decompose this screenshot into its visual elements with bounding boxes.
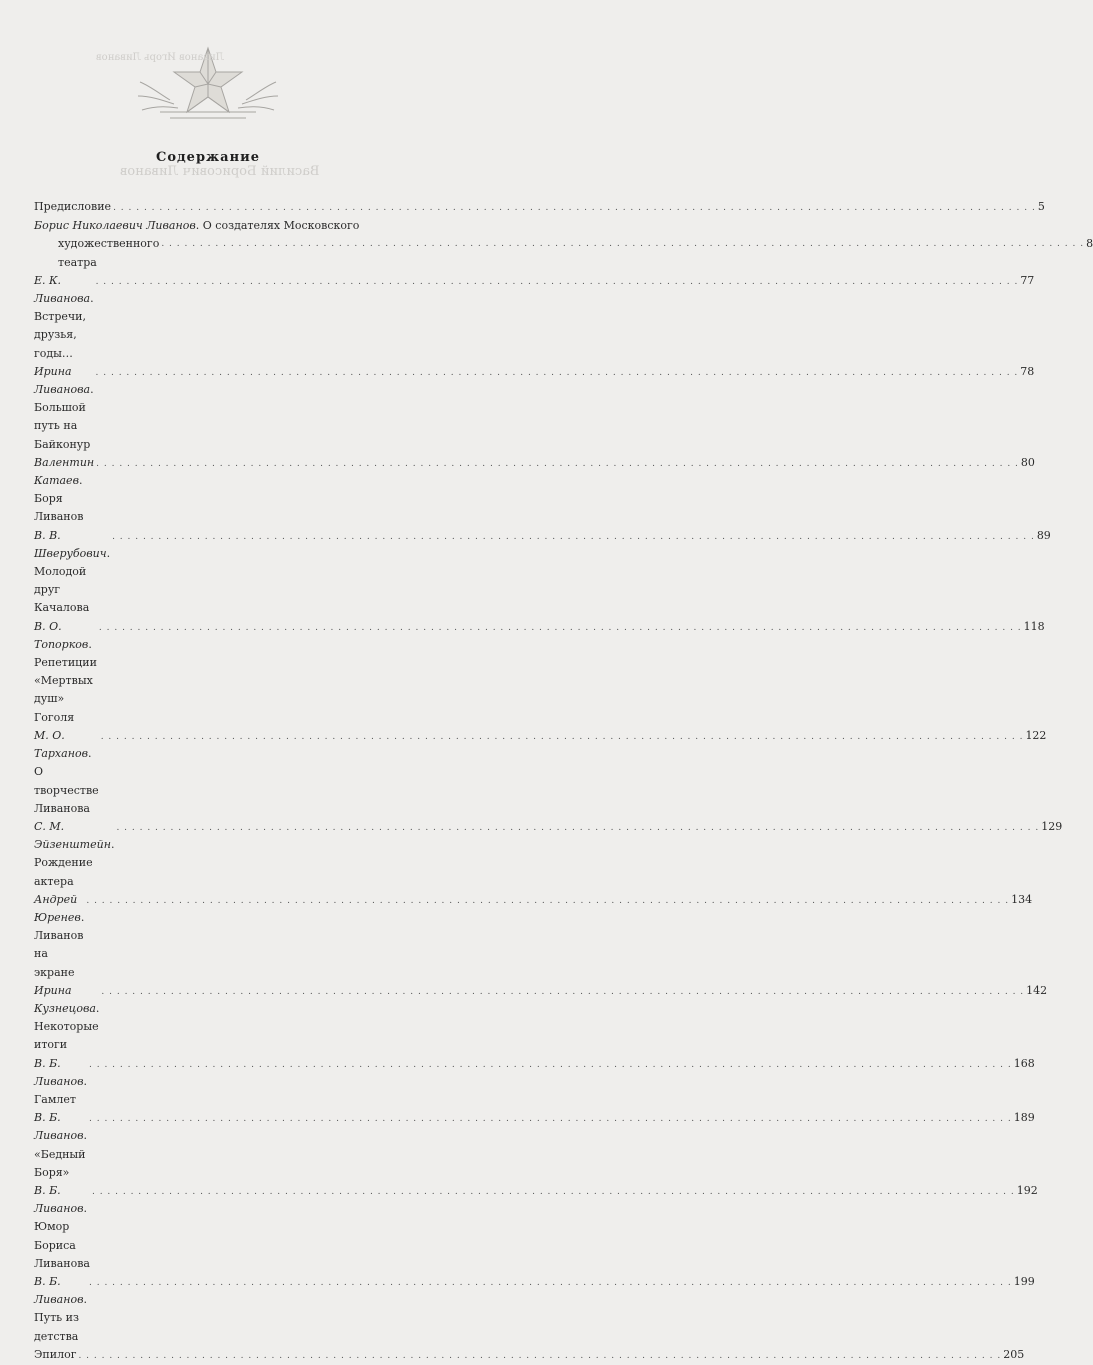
toc-title: Юмор Бориса Ливанова bbox=[34, 1220, 90, 1270]
toc-page-number: 189 bbox=[1013, 1111, 1035, 1125]
toc-leader-dots: . . . . . . . . . . . . . . . . . . . . . . . . . . . . . . . . . . . . . . . . . . . . . . . . . . . . . . . . . . . . . . . . . . . . . . . . . . . . . . . . . . . . . . . . . . . . . . . . . . . . . . . . . . . . . . . . . . . . . . . . bbox=[113, 203, 1036, 213]
toc-entry bbox=[34, 1273, 1035, 1346]
toc-author: Ирина Кузнецова bbox=[34, 983, 96, 1015]
toc-author: В. Б. Ливанов bbox=[34, 1111, 84, 1143]
toc-entry bbox=[34, 454, 1035, 527]
toc-author: В. О. Топорков bbox=[34, 619, 89, 651]
toc-entry bbox=[34, 527, 1051, 618]
toc-author: Е. К. Ливанова bbox=[34, 273, 91, 306]
toc-leader-dots: . . . . . . . . . . . . . . . . . . . . . . . . . . . . . . . . . . . . . . . . . . . . . . . . . . . . . . . . . . . . . . . . . . . . . . . . . . . . . . . . . . . . . . . . . . . . . . . . . . . . . . . . . . . . . . . . . . . . . . . . bbox=[89, 1277, 1012, 1288]
toc-entry-text: М. О. Тарханов. О творчестве Ливанова bbox=[34, 728, 99, 815]
toc-author: В. Б. Ливанов bbox=[34, 1056, 84, 1088]
toc-author: Валентин Катаев bbox=[34, 455, 95, 488]
toc-entry bbox=[34, 1055, 1035, 1110]
toc-leader-dots: . . . . . . . . . . . . . . . . . . . . . . . . . . . . . . . . . . . . . . . . . . . . . . . . . . . . . . . . . . . . . . . . . . . . . . . . . . . . . . . . . . . . . . . . . . . . . . . . . . . . . . . . . . . . . . . . . . . . . . . . bbox=[100, 731, 1024, 742]
toc-leader-dots: . . . . . . . . . . . . . . . . . . . . . . . . . . . . . . . . . . . . . . . . . . . . . . . . . . . . . . . . . . . . . . . . . . . . . . . . . . . . . . . . . . . . . . . . . . . . . . . . . . . . . . . . . . . . . . . . . . . . . . . . bbox=[91, 1186, 1015, 1197]
toc-entry bbox=[34, 818, 1063, 891]
toc-page-number: 134 bbox=[1011, 892, 1033, 906]
toc-author: Андрей Юренев bbox=[34, 892, 81, 924]
toc-title: Рождение актера bbox=[34, 856, 93, 888]
toc-page-number: 192 bbox=[1016, 1183, 1038, 1197]
toc-title: Эпилог bbox=[34, 1347, 77, 1361]
toc-page-number: 80 bbox=[1020, 455, 1035, 469]
toc-page-number: 205 bbox=[1003, 1347, 1025, 1361]
toc-title: Боря Ливанов bbox=[34, 492, 84, 524]
toc-entry-text: Борис Николаевич Ливанов. О создателях Московского bbox=[34, 219, 360, 233]
toc-entry bbox=[34, 1346, 1025, 1365]
toc-title: Репетиции «Мертвых душ» Гоголя bbox=[34, 656, 97, 724]
page-title: Содержание bbox=[155, 150, 261, 165]
toc-entry-text: В. В. Шверубович. Молодой друг Качалова bbox=[34, 528, 111, 615]
toc-entry-text: Валентин Катаев. Боря Ливанов bbox=[34, 455, 95, 524]
toc-leader-dots: . . . . . . . . . . . . . . . . . . . . . . . . . . . . . . . . . . . . . . . . . . . . . . . . . . . . . . . . . . . . . . . . . . . . . . . . . . . . . . . . . . . . . . . . . . . . . . . . . . . . . . . . . . . . . . . . . . . . . . . . bbox=[116, 822, 1040, 833]
toc-entry bbox=[34, 727, 1047, 818]
toc-leader-dots: . . . . . . . . . . . . . . . . . . . . . . . . . . . . . . . . . . . . . . . . . . . . . . . . . . . . . . . . . . . . . . . . . . . . . . . . . . . . . . . . . . . . . . . . . . . . . . . . . . . . . . . . . . . . . . . . . . . . . . . . bbox=[95, 367, 1019, 378]
toc-entry-text: Ирина Кузнецова. Некоторые итоги bbox=[34, 983, 100, 1052]
toc-entry bbox=[34, 272, 1035, 363]
table-of-contents bbox=[34, 198, 1093, 1365]
toc-entry bbox=[34, 618, 1045, 727]
toc-page-number: 78 bbox=[1020, 364, 1035, 378]
toc-page-number: 142 bbox=[1026, 983, 1048, 997]
toc-entry-text: В. Б. Ливанов. «Бедный Боря» bbox=[34, 1111, 87, 1179]
toc-page-number: 122 bbox=[1025, 728, 1047, 742]
toc-title-continued: художественного театра bbox=[58, 237, 160, 269]
toc-entry-text: В. Б. Ливанов. Путь из детства bbox=[34, 1274, 87, 1343]
toc-title: Путь из детства bbox=[34, 1311, 79, 1343]
toc-entry bbox=[34, 891, 1033, 982]
toc-leader-dots: . . . . . . . . . . . . . . . . . . . . . . . . . . . . . . . . . . . . . . . . . . . . . . . . . . . . . . . . . . . . . . . . . . . . . . . . . . . . . . . . . . . . . . . . . . . . . . . . . . . . . . . . . . . . . . . . . . . . . . . . bbox=[112, 531, 1035, 542]
toc-page-number: 77 bbox=[1020, 273, 1035, 287]
toc-entry-text: В. Б. Ливанов. Гамлет bbox=[34, 1056, 87, 1106]
toc-author: В. Б. Ливанов bbox=[34, 1183, 84, 1216]
toc-title: Большой путь на Байконур bbox=[34, 401, 91, 451]
toc-page-number: 118 bbox=[1023, 619, 1045, 633]
toc-entry-text: С. М. Эйзенштейн. Рождение актера bbox=[34, 819, 115, 888]
toc-author: С. М. Эйзенштейн bbox=[34, 819, 111, 852]
toc-title: «Бедный Боря» bbox=[34, 1147, 86, 1179]
toc-leader-dots: . . . . . . . . . . . . . . . . . . . . . . . . . . . . . . . . . . . . . . . . . . . . . . . . . . . . . . . . . . . . . . . . . . . . . . . . . . . . . . . . . . . . . . . . . . . . . . . . . . . . . . . . . . . . . . . . . . . . . . . . bbox=[89, 1114, 1012, 1125]
toc-entry-text: Андрей Юренев. Ливанов на экране bbox=[34, 892, 85, 979]
toc-leader-dots: . . . . . . . . . . . . . . . . . . . . . . . . . . . . . . . . . . . . . . . . . . . . . . . . . . . . . . . . . . . . . . . . . . . . . . . . . . . . . . . . . . . . . . . . . . . . . . . . . . . . . . . . . . . . . . . . . . . . . . . . bbox=[101, 986, 1025, 997]
toc-author: Ирина Ливанова bbox=[34, 364, 91, 397]
toc-entry-text bbox=[34, 198, 111, 216]
toc-entry bbox=[34, 363, 1035, 454]
toc-author: В. Б. Ливанов bbox=[34, 1274, 84, 1307]
toc-page-number: 89 bbox=[1036, 528, 1051, 542]
toc-entry bbox=[34, 217, 1093, 272]
toc-title: О творчестве Ливанова bbox=[34, 765, 99, 815]
toc-page-number: 168 bbox=[1013, 1056, 1035, 1070]
toc-leader-dots: . . . . . . . . . . . . . . . . . . . . . . . . . . . . . . . . . . . . . . . . . . . . . . . . . . . . . . . . . . . . . . . . . . . . . . . . . . . . . . . . . . . . . . . . . . . . . . . . . . . . . . . . . . . . . . . . . . . . . . . . bbox=[98, 622, 1022, 633]
toc-entry bbox=[34, 1182, 1038, 1273]
toc-entry-text: В. О. Топорков. Репетиции «Мертвых душ» Гоголя bbox=[34, 619, 97, 724]
toc-entry bbox=[34, 1109, 1035, 1182]
toc-author: Борис Николаевич Ливанов bbox=[34, 219, 196, 233]
toc-entry-line2 bbox=[34, 235, 1093, 271]
toc-leader-dots: . . . . . . . . . . . . . . . . . . . . . . . . . . . . . . . . . . . . . . . . . . . . . . . . . . . . . . . . . . . . . . . . . . . . . . . . . . . . . . . . . . . . . . . . . . . . . . . . . . . . . . . . . . . . . . . . . . . . . . . . bbox=[78, 1350, 1002, 1361]
toc-author: В. В. Шверубович bbox=[34, 528, 107, 560]
toc-title: Встречи, друзья, годы… bbox=[34, 310, 86, 360]
toc-title: Гамлет bbox=[34, 1092, 76, 1106]
toc-leader-dots: . . . . . . . . . . . . . . . . . . . . . . . . . . . . . . . . . . . . . . . . . . . . . . . . . . . . . . . . . . . . . . . . . . . . . . . . . . . . . . . . . . . . . . . . . . . . . . . . . . . . . . . . . . . . . . . . . . . . . . . . bbox=[86, 895, 1010, 906]
toc-page-number: 5 bbox=[1037, 200, 1045, 213]
toc-entry bbox=[34, 198, 1045, 217]
toc-entry bbox=[34, 982, 1048, 1055]
toc-leader-dots: . . . . . . . . . . . . . . . . . . . . . . . . . . . . . . . . . . . . . . . . . . . . . . . . . . . . . . . . . . . . . . . . . . . . . . . . . . . . . . . . . . . . . . . . . . . . . . . . . . . . . . . . . . . . . . . . . . . . . . . . bbox=[161, 239, 1085, 250]
toc-entry-text: В. Б. Ливанов. Юмор Бориса Ливанова bbox=[34, 1183, 90, 1270]
toc-entry-text: Ирина Ливанова. Большой путь на Байконур bbox=[34, 364, 94, 451]
toc-title: Предисловие bbox=[34, 200, 112, 213]
toc-page-number: 199 bbox=[1013, 1274, 1035, 1288]
toc-entry-text: Е. К. Ливанова. Встречи, друзья, годы… bbox=[34, 273, 94, 360]
toc-entry-text bbox=[34, 1346, 76, 1364]
toc-page-number: 8 bbox=[1086, 237, 1093, 251]
toc-author: М. О. Тарханов bbox=[34, 728, 88, 761]
toc-leader-dots: . . . . . . . . . . . . . . . . . . . . . . . . . . . . . . . . . . . . . . . . . . . . . . . . . . . . . . . . . . . . . . . . . . . . . . . . . . . . . . . . . . . . . . . . . . . . . . . . . . . . . . . . . . . . . . . . . . . . . . . . bbox=[89, 1059, 1012, 1070]
toc-title: О создателях Московского bbox=[202, 219, 360, 233]
toc-title: Молодой друг Качалова bbox=[34, 565, 90, 615]
toc-title: Ливанов на экране bbox=[34, 929, 84, 979]
toc-title: Некоторые итоги bbox=[34, 1020, 99, 1052]
toc-leader-dots: . . . . . . . . . . . . . . . . . . . . . . . . . . . . . . . . . . . . . . . . . . . . . . . . . . . . . . . . . . . . . . . . . . . . . . . . . . . . . . . . . . . . . . . . . . . . . . . . . . . . . . . . . . . . . . . . . . . . . . . . bbox=[96, 458, 1019, 469]
toc-leader-dots: . . . . . . . . . . . . . . . . . . . . . . . . . . . . . . . . . . . . . . . . . . . . . . . . . . . . . . . . . . . . . . . . . . . . . . . . . . . . . . . . . . . . . . . . . . . . . . . . . . . . . . . . . . . . . . . . . . . . . . . . bbox=[95, 276, 1019, 287]
toc-page-number: 129 bbox=[1041, 819, 1063, 833]
